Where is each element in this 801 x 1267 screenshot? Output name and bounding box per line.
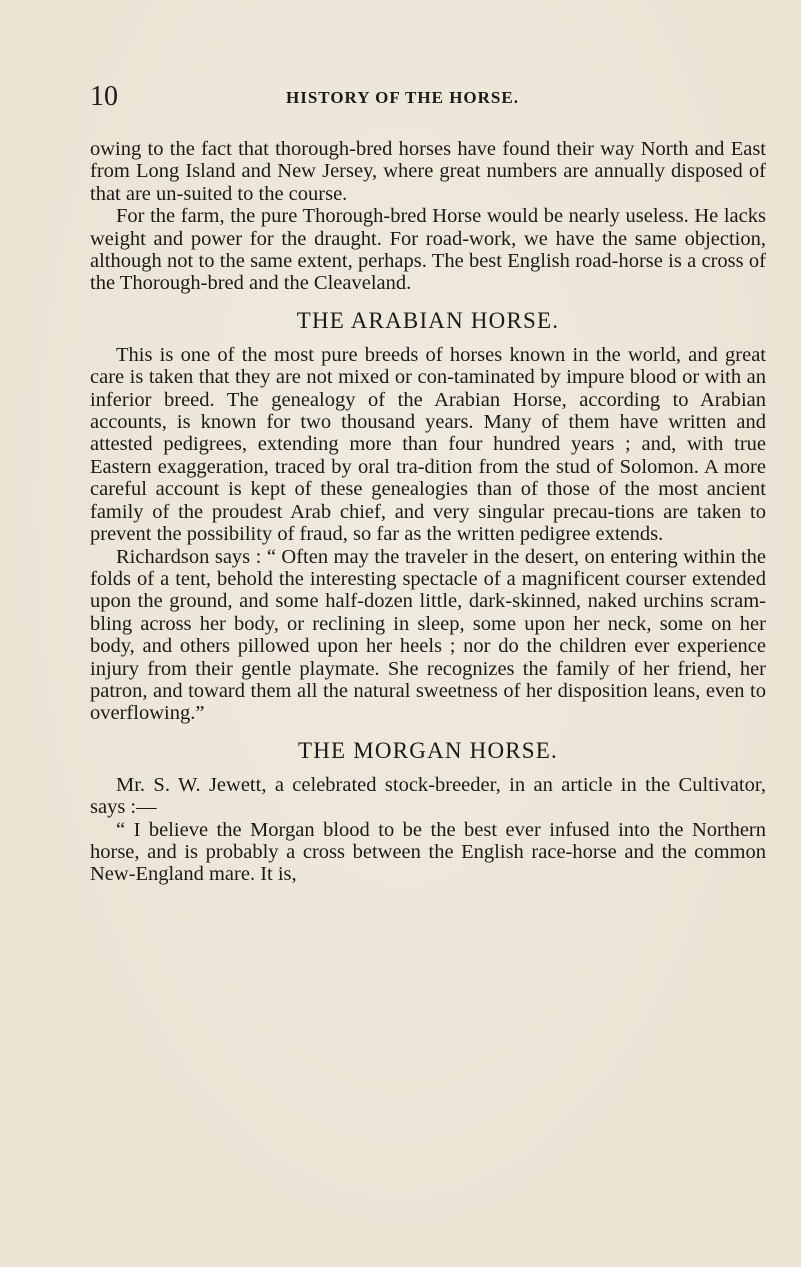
paragraph-richardson-quote: Richardson says : “ Often may the traveler in the desert, on entering within the folds of a tent, behold the interesting spectacle of a magnificent courser extended upon the ground, and some half-dozen little, dark-skinned, naked urchins scram-bling across her body, or reclining in sleep, some upon her neck, some on her body, and others pillowed upon her heels ; nor do the children ever experience injury from their gentle playmate. She recognizes the family of her friend, her patron, and toward them all the natural sweetness of her disposition leans, even to overflowing.” [90,545,766,725]
paragraph-farm-use: For the farm, the pure Thorough-bred Horse would be nearly useless. He lacks weight and power for the draught. For road-work, we have the same objection, although not to the same extent, perhaps. The best English road-horse is a cross of the Thorough-bred and the Cleaveland. [90,205,766,295]
page-number: 10 [90,81,118,112]
body-text [90,138,766,886]
section-heading-morgan: THE MORGAN HORSE. [298,737,558,763]
section-heading-arabian: THE ARABIAN HORSE. [296,307,560,333]
running-title: HISTORY OF THE HORSE. [286,88,519,107]
paragraph-jewett-intro: Mr. S. W. Jewett, a celebrated stock-breeder, in an article in the Cultivator, says :— [90,773,766,819]
paragraph-jewett-quote: “ I believe the Morgan blood to be the best ever infused into the Northern horse, and is probably a cross between the English race-horse and the common New-England mare. It is, [90,818,766,886]
paragraph-arabian-breed: This is one of the most pure breeds of horses known in the world, and great care is taken that they are not mixed or con-taminated by impure blood or with an inferior breed. The genealogy of the Arabian Horse, according to Arabian accounts, is known for two thousand years. Many of them have written and attested pedigrees, extending more than four hundred years ; and, with true Eastern exaggeration, traced by oral tra-dition from the stud of Solomon. A more careful account is kept of these genealogies than of those of the most ancient family of the proudest Arab chief, and very singular precau-tions are taken to prevent the possibility of fraud, so far as the written pedigree extends. [90,343,766,546]
running-head [90,82,770,112]
paragraph-continued: owing to the fact that thorough-bred horses have found their way North and East from Long Island and New Jersey, where great numbers are annually disposed of that are un-suited to the course. [90,138,766,205]
